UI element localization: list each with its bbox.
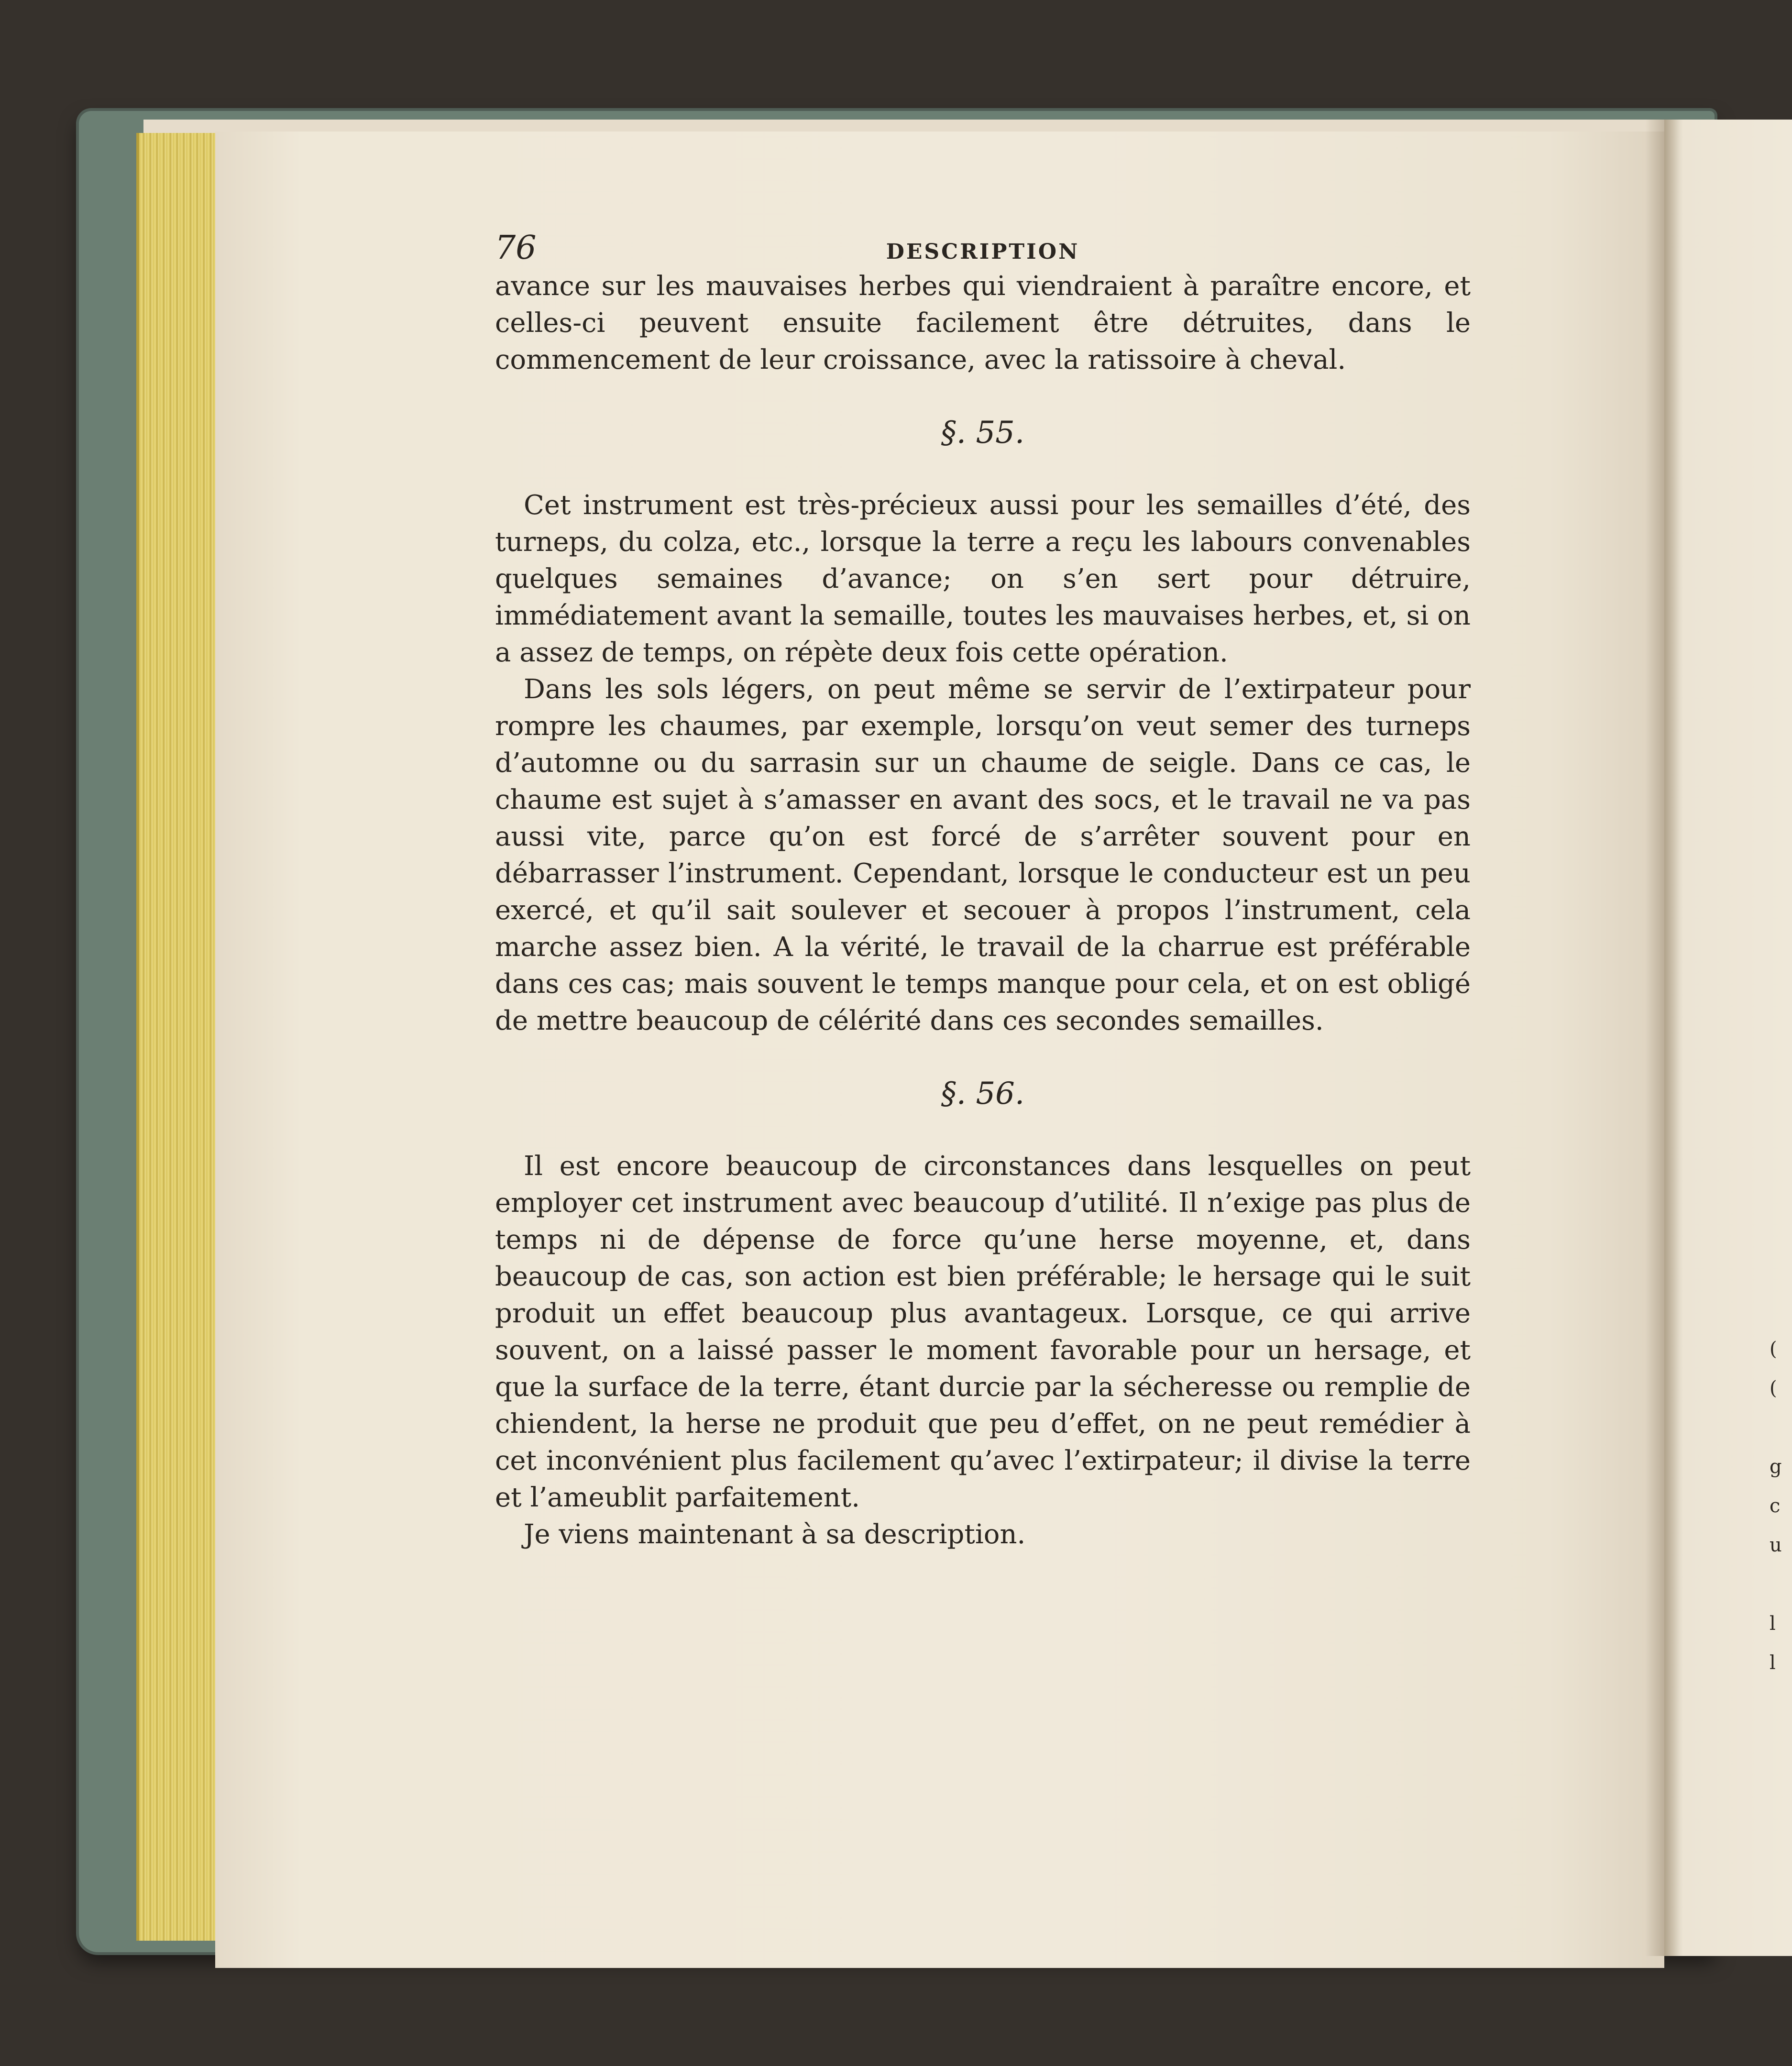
sliver-char: ( (1770, 1338, 1777, 1360)
page-header (495, 230, 1471, 268)
right-page-sliver-text (1770, 1330, 1792, 1682)
page-edges (136, 133, 225, 1941)
paragraph-intro: avance sur les mauvaises herbes qui viendraient à paraître encore, et celles-ci peuvent ensuite facilement être détruites, dans le commencement de leur croissance, avec la ratissoire à cheval. (495, 271, 1471, 375)
paragraph-56-2: Je viens maintenant à sa description. (524, 1519, 1026, 1550)
paragraph-55-2: Dans les sols légers, on peut même se servir de l’extirpateur pour rompre les chaumes, par exemple, lorsqu’on veut semer des turneps d’automne ou du sarrasin sur un chaume de seigle. Dans ce cas, le chaume est sujet à s’amasser en avant des socs, et le travail ne va pas aussi vite, parce qu’on est forcé de s’arrêter souvent pour en débarrasser l’instrument. Cependant, lorsque le conducteur est un peu exercé, et qu’il sait soulever et secouer à propos l’instrument, cela marche assez bien. A la vérité, le travail de la charrue est préférable dans ces cas; mais souvent le temps manque pour cela, et on est obligé de mettre beaucoup de célérité dans ces secondes semailles. (495, 674, 1471, 1036)
section-heading-55: §. 55. (941, 415, 1025, 451)
sliver-char (1770, 1408, 1792, 1447)
running-head: DESCRIPTION (886, 240, 1080, 264)
sliver-char: l (1770, 1613, 1776, 1635)
sliver-char: u (1770, 1534, 1782, 1556)
book-gutter (1645, 120, 1683, 1956)
sliver-char (1770, 1565, 1792, 1604)
page-number: 76 (495, 229, 537, 267)
sliver-char: l (1770, 1652, 1776, 1674)
sliver-char: g (1770, 1456, 1782, 1478)
sliver-char: c (1770, 1495, 1781, 1517)
sliver-char: ( (1770, 1377, 1777, 1399)
section-heading-56: §. 56. (941, 1076, 1025, 1111)
page-text-block (495, 230, 1471, 1553)
paragraph-56-1: Il est encore beaucoup de circonstances dans lesquelles on peut employer cet instrument avec beaucoup d’utilité. Il n’exige pas plus de temps ni de dépense de force qu’une herse moyenne, et, dans beaucoup de cas, son action est bien préférable; le hersage qui le suit produit un effet beaucoup plus avantageux. Lorsque, ce qui arrive souvent, on a laissé passer le moment favorable pour un hersage, et que la surface de la terre, étant durcie par la sécheresse ou remplie de chiendent, la herse ne produit que peu d’effet, on ne peut remédier à cet inconvénient plus facilement qu’avec l’extirpateur; il divise la terre et l’ameublit parfaitement. (495, 1151, 1471, 1513)
paragraph-55-1: Cet instrument est très-précieux aussi pour les semailles d’été, des turneps, du colza, etc., lorsque la terre a reçu les labours convenables quelques semaines d’avance; on s’en sert pour détruire, immédiatement avant la semaille, toutes les mauvaises herbes, et, si on a assez de temps, on répète deux fois cette opération. (495, 490, 1471, 668)
